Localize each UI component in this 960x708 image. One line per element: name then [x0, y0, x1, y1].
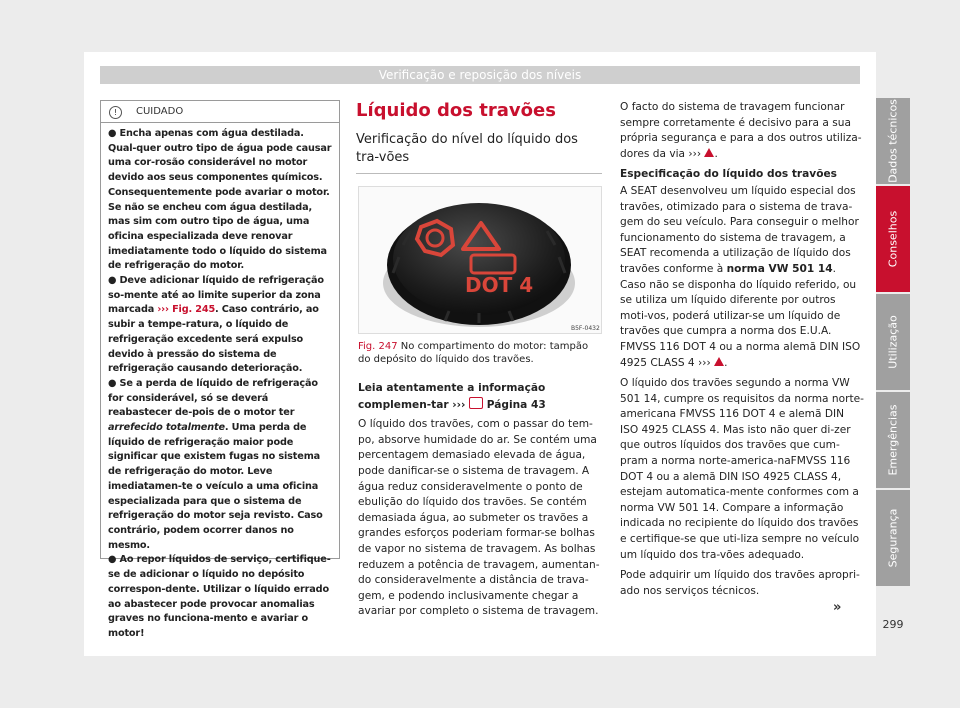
- caution-icon: !: [109, 106, 122, 119]
- lead-text: Leia atentamente a informação complemen-tar ›››: [358, 382, 546, 411]
- brake-fluid-cap-photo: [358, 186, 602, 334]
- col3-paragraph-3: O líquido dos travões segundo a norma VW 501 14, cumpre os requisitos da norma norte-americana FMVSS 116 DOT 4 e alemã DIN ISO 4925 CLASS 4. Mas isto não quer di-zer que outros líquidos dos travões que cum-pram a norma norte-america-naFMVSS 116 DOT 4 ou a alemã DIN ISO 4925 CLASS 4, estejam automatica-mente conformes com a norma VW 501 14. Compare a informação indicada no recipiente do líquido dos travões e certifique-se que uti-liza sempre no veículo um líquido dos tra-vões adequado.: [620, 377, 864, 561]
- warning-icon: [704, 148, 714, 157]
- col3-paragraph-1: O facto do sistema de travagem funcionar sempre corretamente é decisivo para a sua própria segurança e para a dos outros utiliza-dores da via ››› .: [620, 101, 862, 160]
- page-header: Verificação e reposição dos níveis: [100, 66, 860, 84]
- caution-item-2: [108, 274, 332, 377]
- figure-caption-text: No compartimento do motor: tampão do depósito do líquido dos travões.: [358, 341, 589, 365]
- section-title: Líquido dos travões: [356, 100, 556, 121]
- caution-box: [100, 100, 340, 639]
- body-paragraph: O líquido dos travões, com o passar do tem-po, absorve humidade do ar. Se contém uma percentagem demasiado elevada de água, pode danificar-se o sistema de travagem. A água reduz consideravelmente o ponto de ebulição do líquido dos travões. Se contém demasiada água, ao submeter os travões a grandes esforços poderiam formar-se bolhas de vapor no sistema de travagem. As bolhas reduzem a potência de travagem, aumentan-do consideravelmente a distância de trava-gem, e podendo inclusivamente chegar a avariar por completo o sistema de travagem.: [358, 418, 600, 618]
- figure-caption: [358, 340, 602, 366]
- col3-paragraph-4: Pode adquirir um líquido dos travões apropri-ado nos serviços técnicos.: [620, 569, 860, 597]
- page-ref-link[interactable]: Página 43: [486, 398, 546, 411]
- spec-title: Especificação do líquido dos travões: [620, 168, 837, 181]
- section-heading: [356, 100, 602, 174]
- caution-item-4: ● Ao repor líquidos de serviço, certifique-se de adicionar o líquido no depósito correspon-dente. Utilizar o líquido errado ao abastecer pode provocar anomalias graves no funciona-mento e avariar o motor!: [108, 554, 331, 639]
- divider: [356, 173, 602, 174]
- cap-embossed-text: DOT 4: [465, 273, 534, 297]
- cap-illustration: [359, 187, 602, 334]
- tab-label: Segurança: [886, 508, 900, 568]
- tab-dados-tecnicos[interactable]: [876, 98, 910, 184]
- column-3-text: [620, 100, 865, 604]
- tab-seguranca[interactable]: [876, 490, 910, 586]
- caution-item-3-emphasis: arrefecido totalmente: [108, 422, 225, 434]
- lead-paragraph: [358, 381, 602, 413]
- col3-paragraph-2: A SEAT desenvolveu um líquido especial dos travões, otimizado para o sistema de trava-gem do seu veículo. Para conseguir o melhor funcionamento do sistema de travagem, a SEAT recomenda a utilização de líquido dos travões conforme à norma VW 501 14. Caso não se disponha do líquido referido, ou se utiliza um líquido diferente por outros moti-vos, poderá utilizar-se um líquido de travões que cumpra a norma dos E.U.A. FMVSS 116 DOT 4 ou a norma alemã DIN ISO 4925 CLASS 4 ››› .: [620, 184, 861, 369]
- caution-item-3-text: ● Se a perda de líquido de refrigeração for considerável, só se deverá reabastecer de-pois de o motor ter: [108, 377, 318, 419]
- tab-utilizacao[interactable]: [876, 294, 910, 390]
- caution-item-2-text-end: . Caso contrário, ao subir a tempe-ratura, o líquido de refrigeração excedente será expulso devido à pressão do sistema de refrigeração causando deterioração.: [108, 304, 319, 375]
- tab-label: Emergências: [886, 404, 900, 476]
- caution-item-1: ● Encha apenas com água destilada. Qual-quer outro tipo de água pode causar uma cor-rosão considerável no motor devido aos seus componentes químicos. Consequentemente pode avariar o motor. Se não se encheu com água destilada, mas sim com outro tipo de água, uma oficina especializada deve renovar imediatamente todo o líquido do sistema de refrigeração do motor.: [108, 128, 332, 272]
- caution-label: CUIDADO: [136, 106, 184, 117]
- tab-emergencias[interactable]: [876, 392, 910, 488]
- col3-p2-text: A SEAT desenvolveu um líquido especial dos travões, otimizado para o sistema de trava-gem do seu veículo. Para conseguir o melhor funcionamento do sistema de travagem, a SEAT recomenda a utilização de líquido dos travões conforme à: [620, 184, 859, 275]
- page-number: 299: [882, 618, 904, 631]
- tab-label: Conselhos: [886, 210, 900, 268]
- warning-icon: [714, 357, 724, 366]
- caution-item-3-text-end: . Uma perda de líquido de refrigeração maior pode significar que existem fugas no sistema de refrigeração do motor. Leve imediatamen-te o veículo a uma oficina especializada para que o sistema de refrigeração do motor seja revisto. Caso contrário, podem ocorrer danos no mesmo.: [108, 422, 323, 551]
- figure-label: Fig. 247: [358, 341, 398, 352]
- col3-p1-text: O facto do sistema de travagem funcionar sempre corretamente é decisivo para a sua própria segurança e para a dos outros utiliza-dores da via ›››: [620, 101, 862, 160]
- section-subtitle: Verificação do nível do líquido dos tra-vões: [356, 132, 578, 165]
- book-icon: [469, 397, 483, 409]
- tab-label: Dados técnicos: [886, 99, 900, 183]
- figure-ref-link[interactable]: ››› Fig. 245: [157, 304, 216, 316]
- caution-text: [101, 123, 339, 642]
- continue-mark: »: [833, 600, 842, 615]
- caution-header: [101, 101, 339, 123]
- column-2-text: [358, 381, 602, 624]
- norm-bold: norma VW 501 14: [726, 262, 833, 275]
- caution-item-2-text: ● Deve adicionar líquido de refrigeração so-mente até ao limite superior da zona marcada: [108, 275, 324, 316]
- tab-conselhos[interactable]: [876, 186, 910, 292]
- caution-item-3: [108, 377, 332, 553]
- col3-p2-text-end: . Caso não se disponha do líquido referido, ou se utiliza um líquido diferente por outros moti-vos, poderá utilizar-se um líquido de travões que cumpra a norma dos E.U.A. FMVSS 116 DOT 4 ou a norma alemã DIN ISO 4925 CLASS 4 ›››: [620, 262, 861, 369]
- figure-code: B5F-0432: [571, 325, 600, 332]
- tab-label: Utilização: [886, 315, 900, 369]
